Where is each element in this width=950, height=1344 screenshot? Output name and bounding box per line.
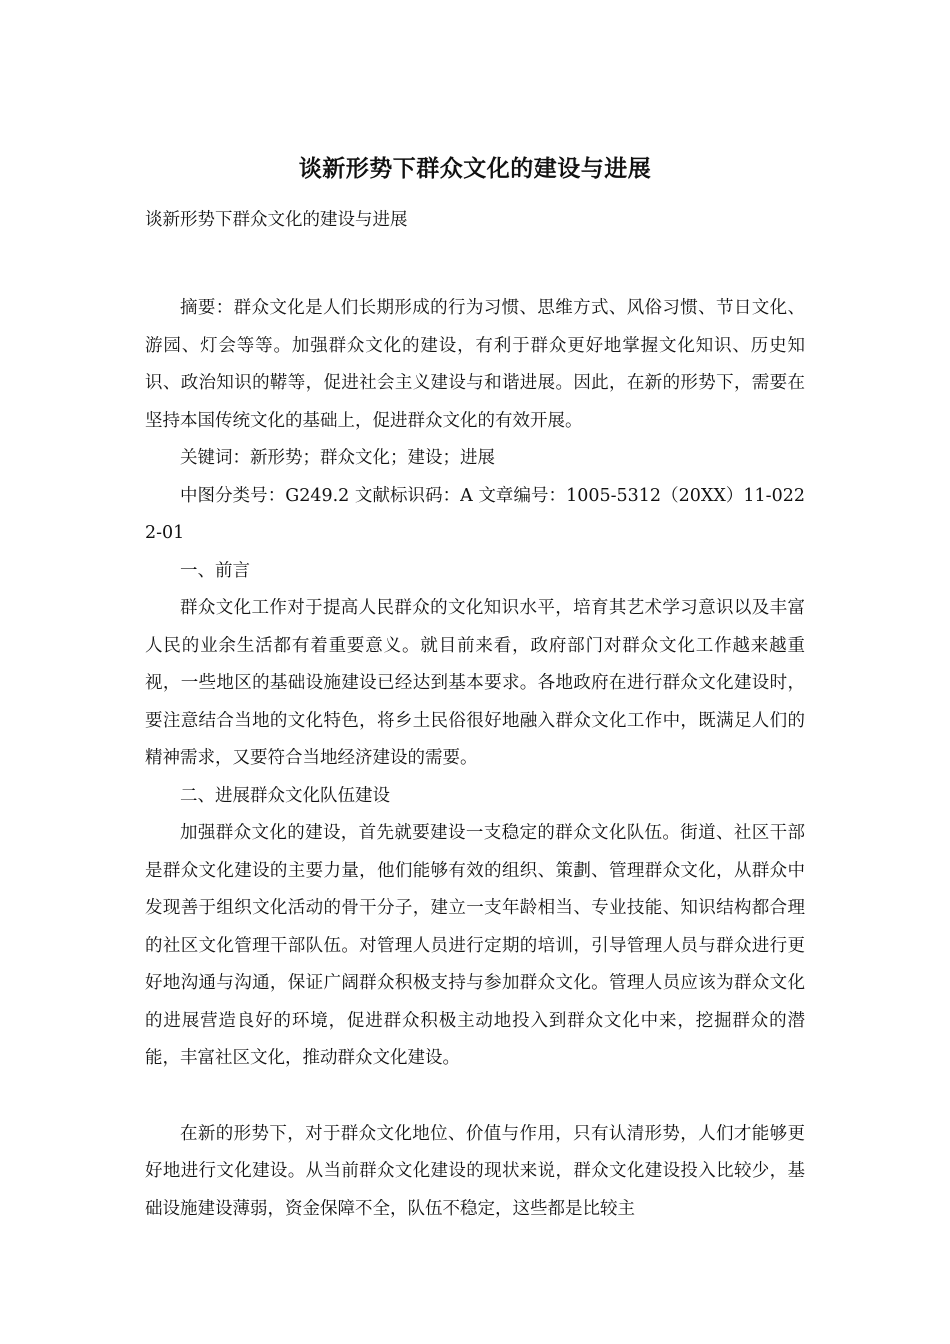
document-subtitle: 谈新形势下群众文化的建设与进展 bbox=[145, 210, 408, 230]
section-heading-introduction: 一、前言 bbox=[180, 560, 250, 581]
document-title: 谈新形势下群众文化的建设与进展 bbox=[298, 155, 652, 182]
spacer bbox=[145, 1078, 805, 1116]
abstract-paragraph: 摘要：群众文化是人们长期形成的行为习惯、思维方式、风俗习惯、节日文化、游园、灯会等等。加强群众文化的建设，有利于群众更好地掌握文化知识、历史知识、政治知识的鞯等，促进社会主义建设与和谐进展。因此，在新的形势下，需要在坚持本国传统文化的基础上，促进群众文化的有效开展。 bbox=[145, 298, 805, 431]
team-building-paragraph: 加强群众文化的建设，首先就要建设一支稳定的群众文化队伍。街道、社区干部是群众文化建设的主要力量，他们能够有效的组织、策劃、管理群众文化，从群众中发现善于组织文化活动的骨干分子，建立一支年龄相当、专业技能、知识结构都合理的社区文化管理干部队伍。对管理人员进行定期的培训，引导管理人员与群众进行更好地沟通与沟通，保证广阔群众积极支持与参加群众文化。管理人员应该为群众文化的进展营造良好的环境，促进群众积极主动地投入到群众文化中来，挖掘群众的潜能，丰富社区文化，推动群众文化建设。 bbox=[145, 823, 805, 1068]
introduction-paragraph: 群众文化工作对于提高人民群众的文化知识水平，培育其艺术学习意识以及丰富人民的业余生活都有着重要意义。就目前来看，政府部门对群众文化工作越来越重视，一些地区的基础设施建设已经达到基本要求。各地政府在进行群众文化建设时，要注意结合当地的文化特色，将乡土民俗很好地融入群众文化工作中，既满足人们的精神需求，又要符合当地经济建设的需要。 bbox=[145, 598, 805, 768]
spacer bbox=[145, 238, 805, 290]
keywords-line: 关键词：新形势；群众文化；建设；进展 bbox=[180, 448, 495, 468]
new-situation-paragraph: 在新的形势下，对于群众文化地位、价值与作用，只有认清形势，人们才能够更好地进行文化建设。从当前群众文化建设的现状来说，群众文化建设投入比较少，基础设施建设薄弱，资金保障不全，队伍不稳定，这些都是比较主 bbox=[145, 1123, 805, 1219]
classification-line: 中图分类号：G249.2 文献标识码：A 文章编号：1005-5312（20XX）11-0222-01 bbox=[145, 485, 805, 543]
section-heading-team-building: 二、进展群众文化队伍建设 bbox=[180, 785, 390, 806]
document-page bbox=[145, 150, 805, 1228]
